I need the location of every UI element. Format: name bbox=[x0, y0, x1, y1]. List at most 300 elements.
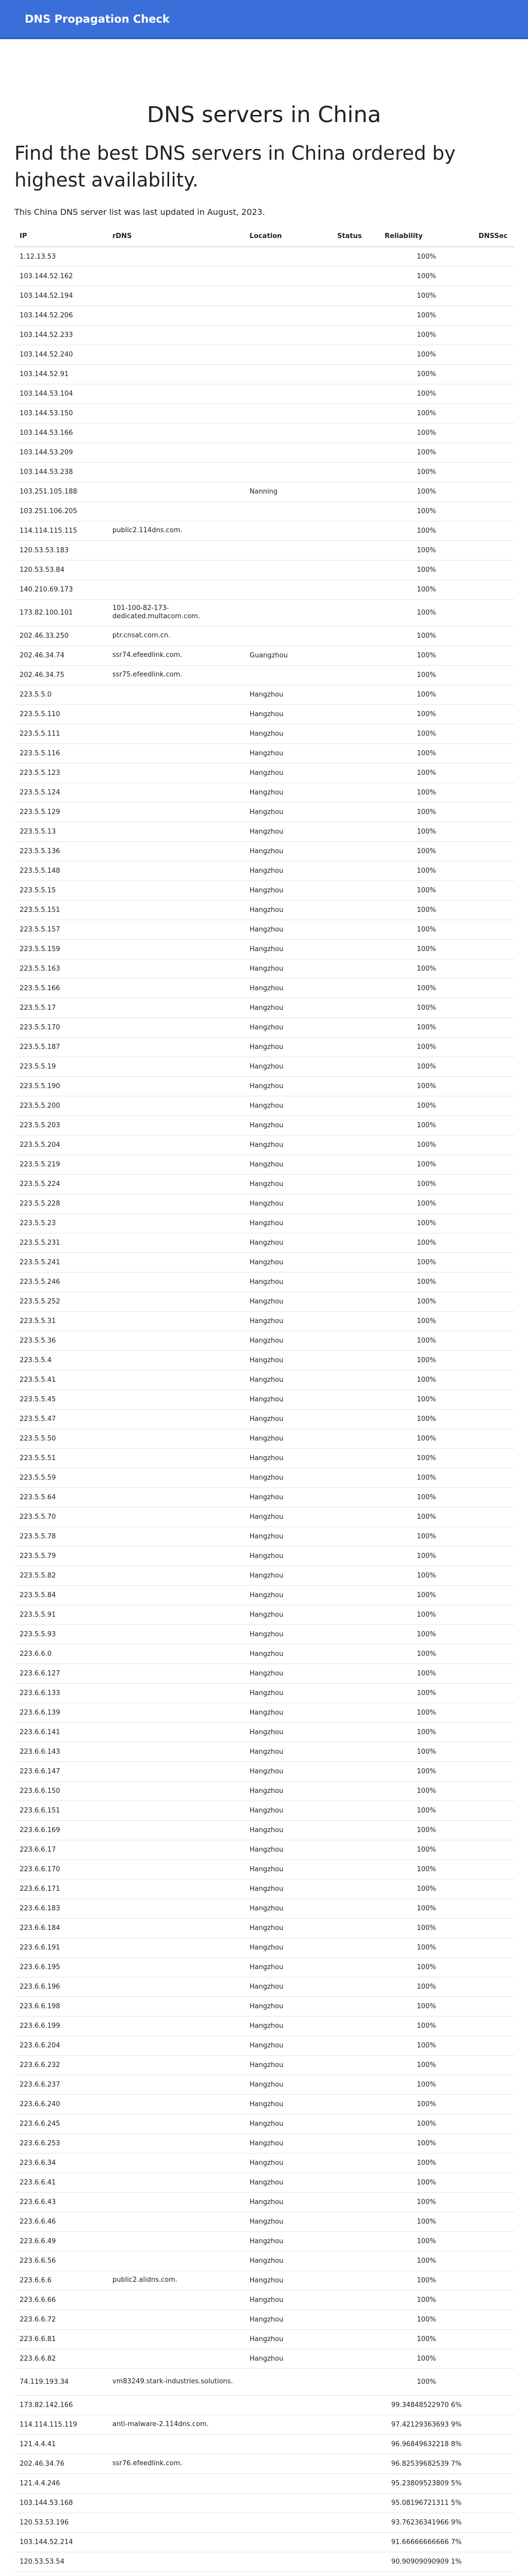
cell-ip: 223.5.5.84 bbox=[14, 1585, 107, 1605]
cell-ip: 223.6.6.147 bbox=[14, 1761, 107, 1781]
cell-status bbox=[332, 443, 380, 462]
cell-ip: 103.144.52.214 bbox=[14, 2532, 107, 2552]
cell-dnssec bbox=[473, 1879, 515, 1899]
cell-location bbox=[244, 580, 332, 599]
cell-reliability: 100% bbox=[380, 2036, 473, 2055]
cell-dnssec bbox=[473, 1350, 515, 1370]
cell-location: Hangzhou bbox=[244, 2231, 332, 2251]
cell-dnssec bbox=[473, 1194, 515, 1213]
cell-status bbox=[332, 1292, 380, 1311]
cell-dnssec bbox=[473, 1507, 515, 1527]
cell-location bbox=[244, 2571, 332, 2576]
cell-status bbox=[332, 1252, 380, 1272]
cell-rdns bbox=[107, 2310, 244, 2329]
cell-dnssec bbox=[473, 1527, 515, 1546]
cell-reliability: 90.90909090909 1% bbox=[380, 2552, 473, 2571]
cell-reliability: 100% bbox=[380, 1507, 473, 1527]
cell-ip: 223.6.6.150 bbox=[14, 1781, 107, 1801]
cell-reliability: 97.42129363693 9% bbox=[380, 2415, 473, 2434]
cell-status bbox=[332, 1135, 380, 1155]
cell-ip: 223.6.6.191 bbox=[14, 1938, 107, 1957]
cell-ip: 223.6.6.56 bbox=[14, 2251, 107, 2270]
cell-rdns bbox=[107, 920, 244, 939]
cell-location: Hangzhou bbox=[244, 2290, 332, 2310]
cell-location bbox=[244, 462, 332, 482]
cell-rdns bbox=[107, 501, 244, 521]
cell-reliability: 100% bbox=[380, 1155, 473, 1174]
cell-status bbox=[332, 1018, 380, 1037]
cell-reliability: 100% bbox=[380, 822, 473, 841]
cell-location bbox=[244, 306, 332, 325]
cell-dnssec bbox=[473, 783, 515, 802]
cell-rdns bbox=[107, 1213, 244, 1233]
cell-dnssec bbox=[473, 743, 515, 763]
cell-status bbox=[332, 1585, 380, 1605]
cell-location bbox=[244, 2532, 332, 2552]
cell-rdns bbox=[107, 1722, 244, 1742]
table-row bbox=[14, 2133, 515, 2153]
cell-reliability: 100% bbox=[380, 266, 473, 286]
table-row bbox=[14, 2513, 515, 2532]
cell-reliability: 100% bbox=[380, 959, 473, 978]
cell-location: Hangzhou bbox=[244, 2173, 332, 2192]
cell-status bbox=[332, 2212, 380, 2231]
cell-ip: 121.4.4.246 bbox=[14, 2473, 107, 2493]
cell-status bbox=[332, 743, 380, 763]
table-row bbox=[14, 2434, 515, 2454]
cell-location: Hangzhou bbox=[244, 1252, 332, 1272]
cell-location: Hangzhou bbox=[244, 1605, 332, 1624]
cell-status bbox=[332, 978, 380, 998]
cell-location: Hangzhou bbox=[244, 1664, 332, 1683]
cell-reliability: 100% bbox=[380, 1899, 473, 1918]
cell-ip: 140.210.69.173 bbox=[14, 580, 107, 599]
cell-status bbox=[332, 462, 380, 482]
cell-dnssec bbox=[473, 1115, 515, 1135]
cell-rdns bbox=[107, 1977, 244, 1996]
cell-dnssec bbox=[473, 900, 515, 920]
cell-ip: 103.251.105.188 bbox=[14, 482, 107, 501]
cell-rdns bbox=[107, 2231, 244, 2251]
table-row bbox=[14, 1977, 515, 1996]
cell-status bbox=[332, 2114, 380, 2133]
cell-status bbox=[332, 1350, 380, 1370]
cell-reliability: 100% bbox=[380, 1918, 473, 1938]
cell-ip: 223.6.6.143 bbox=[14, 1742, 107, 1761]
cell-ip: 223.6.6.169 bbox=[14, 1820, 107, 1840]
table-header-row bbox=[14, 226, 515, 247]
cell-ip: 223.5.5.246 bbox=[14, 1272, 107, 1292]
cell-reliability: 100% bbox=[380, 646, 473, 665]
cell-reliability: 100% bbox=[380, 540, 473, 560]
cell-status bbox=[332, 900, 380, 920]
cell-rdns: ptr.cnsat.com.cn. bbox=[107, 626, 244, 646]
table-row bbox=[14, 783, 515, 802]
table-row bbox=[14, 1840, 515, 1859]
cell-status bbox=[332, 345, 380, 364]
cell-status bbox=[332, 2473, 380, 2493]
cell-status bbox=[332, 2231, 380, 2251]
cell-dnssec bbox=[473, 403, 515, 423]
cell-location: Hangzhou bbox=[244, 1801, 332, 1820]
cell-location: Hangzhou bbox=[244, 1409, 332, 1429]
table-row bbox=[14, 1683, 515, 1703]
cell-rdns bbox=[107, 1781, 244, 1801]
cell-dnssec bbox=[473, 1292, 515, 1311]
cell-location bbox=[244, 2368, 332, 2395]
table-row bbox=[14, 1311, 515, 1331]
cell-dnssec bbox=[473, 560, 515, 580]
cell-reliability: 100% bbox=[380, 2231, 473, 2251]
cell-dnssec bbox=[473, 1977, 515, 1996]
cell-ip: 223.6.6.198 bbox=[14, 1996, 107, 2016]
cell-ip bbox=[14, 2571, 107, 2576]
cell-rdns bbox=[107, 1859, 244, 1879]
cell-dnssec bbox=[473, 462, 515, 482]
cell-ip: 223.6.6.81 bbox=[14, 2329, 107, 2349]
cell-dnssec bbox=[473, 998, 515, 1018]
table-row bbox=[14, 1292, 515, 1311]
table-row bbox=[14, 1429, 515, 1448]
table-row bbox=[14, 1761, 515, 1781]
cell-location: Hangzhou bbox=[244, 2094, 332, 2114]
table-row bbox=[14, 685, 515, 704]
cell-status bbox=[332, 2552, 380, 2571]
cell-rdns bbox=[107, 1350, 244, 1370]
cell-status bbox=[332, 665, 380, 685]
table-row bbox=[14, 443, 515, 462]
brand-link[interactable]: DNS Propagation Check bbox=[25, 12, 170, 25]
table-row bbox=[14, 2094, 515, 2114]
cell-rdns bbox=[107, 998, 244, 1018]
table-row bbox=[14, 2114, 515, 2133]
cell-reliability: 100% bbox=[380, 1683, 473, 1703]
cell-location bbox=[244, 2473, 332, 2493]
cell-status bbox=[332, 1644, 380, 1664]
cell-rdns bbox=[107, 1742, 244, 1761]
cell-status bbox=[332, 2270, 380, 2290]
cell-status bbox=[332, 2251, 380, 2270]
cell-reliability: 100% bbox=[380, 1957, 473, 1977]
cell-location bbox=[244, 2552, 332, 2571]
cell-ip: 103.144.53.168 bbox=[14, 2493, 107, 2513]
cell-ip: 223.6.6.199 bbox=[14, 2016, 107, 2036]
cell-ip: 223.5.5.111 bbox=[14, 724, 107, 743]
cell-location: Hangzhou bbox=[244, 1194, 332, 1213]
cell-ip: 223.5.5.41 bbox=[14, 1370, 107, 1389]
cell-location bbox=[244, 403, 332, 423]
cell-dnssec bbox=[473, 2270, 515, 2290]
cell-ip: 223.5.5.31 bbox=[14, 1311, 107, 1331]
cell-dnssec bbox=[473, 1331, 515, 1350]
cell-dnssec bbox=[473, 599, 515, 626]
cell-status bbox=[332, 1938, 380, 1957]
cell-reliability: 100% bbox=[380, 2310, 473, 2329]
cell-rdns bbox=[107, 2395, 244, 2415]
cell-ip: 223.6.6.17 bbox=[14, 1840, 107, 1859]
cell-dnssec bbox=[473, 920, 515, 939]
cell-status bbox=[332, 2415, 380, 2434]
cell-status bbox=[332, 1683, 380, 1703]
cell-status bbox=[332, 1801, 380, 1820]
table-row bbox=[14, 998, 515, 1018]
cell-reliability: 100% bbox=[380, 325, 473, 345]
cell-location: Hangzhou bbox=[244, 1037, 332, 1057]
table-row bbox=[14, 1605, 515, 1624]
cell-dnssec bbox=[473, 626, 515, 646]
cell-rdns bbox=[107, 783, 244, 802]
cell-dnssec bbox=[473, 1409, 515, 1429]
cell-status bbox=[332, 2192, 380, 2212]
cell-dnssec bbox=[473, 646, 515, 665]
cell-rdns bbox=[107, 325, 244, 345]
cell-reliability: 100% bbox=[380, 2075, 473, 2094]
cell-reliability: 100% bbox=[380, 1703, 473, 1722]
cell-dnssec bbox=[473, 2329, 515, 2349]
cell-rdns bbox=[107, 1683, 244, 1703]
cell-status bbox=[332, 724, 380, 743]
table-body bbox=[14, 247, 515, 2576]
cell-reliability: 100% bbox=[380, 998, 473, 1018]
table-row bbox=[14, 345, 515, 364]
cell-location bbox=[244, 266, 332, 286]
cell-ip: 223.5.5.64 bbox=[14, 1487, 107, 1507]
cell-ip: 223.6.6.0 bbox=[14, 1644, 107, 1664]
cell-dnssec bbox=[473, 1761, 515, 1781]
cell-reliability: 100% bbox=[380, 1938, 473, 1957]
table-row bbox=[14, 2310, 515, 2329]
cell-ip: 223.6.6.41 bbox=[14, 2173, 107, 2192]
cell-rdns bbox=[107, 1507, 244, 1527]
cell-dnssec bbox=[473, 2231, 515, 2251]
table-row bbox=[14, 1389, 515, 1409]
table-row bbox=[14, 2055, 515, 2075]
cell-ip: 103.144.53.238 bbox=[14, 462, 107, 482]
cell-location: Hangzhou bbox=[244, 1683, 332, 1703]
cell-status bbox=[332, 1331, 380, 1350]
cell-rdns bbox=[107, 841, 244, 861]
cell-ip: 223.5.5.163 bbox=[14, 959, 107, 978]
table-row bbox=[14, 841, 515, 861]
table-row bbox=[14, 1938, 515, 1957]
cell-location: Hangzhou bbox=[244, 1487, 332, 1507]
cell-reliability: 100% bbox=[380, 1840, 473, 1859]
cell-location bbox=[244, 560, 332, 580]
cell-reliability: 100% bbox=[380, 1468, 473, 1487]
cell-reliability: 100% bbox=[380, 2349, 473, 2368]
cell-status bbox=[332, 1389, 380, 1409]
cell-rdns bbox=[107, 1566, 244, 1585]
cell-reliability: 100% bbox=[380, 1292, 473, 1311]
cell-status bbox=[332, 822, 380, 841]
cell-ip: 223.5.5.91 bbox=[14, 1605, 107, 1624]
cell-status bbox=[332, 1761, 380, 1781]
table-row bbox=[14, 2290, 515, 2310]
cell-status bbox=[332, 247, 380, 266]
table-row bbox=[14, 2075, 515, 2094]
cell-rdns: public2.alidns.com. bbox=[107, 2270, 244, 2290]
cell-ip: 103.251.106.205 bbox=[14, 501, 107, 521]
cell-dnssec bbox=[473, 1468, 515, 1487]
cell-dnssec bbox=[473, 2016, 515, 2036]
table-row bbox=[14, 2454, 515, 2473]
table-row bbox=[14, 2153, 515, 2173]
table-row bbox=[14, 959, 515, 978]
table-row bbox=[14, 1624, 515, 1644]
cell-reliability: 95.08196721311 5% bbox=[380, 2493, 473, 2513]
cell-ip: 223.5.5.148 bbox=[14, 861, 107, 880]
table-row bbox=[14, 1585, 515, 1605]
cell-reliability: 100% bbox=[380, 1781, 473, 1801]
cell-dnssec bbox=[473, 1938, 515, 1957]
cell-rdns bbox=[107, 560, 244, 580]
cell-status bbox=[332, 521, 380, 540]
table-row bbox=[14, 1742, 515, 1761]
cell-ip: 120.53.53.54 bbox=[14, 2552, 107, 2571]
cell-ip: 120.53.53.183 bbox=[14, 540, 107, 560]
table-row bbox=[14, 2532, 515, 2552]
cell-rdns bbox=[107, 2212, 244, 2231]
cell-status bbox=[332, 2290, 380, 2310]
table-row bbox=[14, 2231, 515, 2251]
column-header-status: Status bbox=[332, 226, 380, 247]
cell-reliability: 100% bbox=[380, 2173, 473, 2192]
cell-dnssec bbox=[473, 2310, 515, 2329]
cell-status bbox=[332, 1624, 380, 1644]
table-row bbox=[14, 1527, 515, 1546]
cell-ip: 223.6.6.183 bbox=[14, 1899, 107, 1918]
cell-location: Hangzhou bbox=[244, 743, 332, 763]
cell-dnssec bbox=[473, 540, 515, 560]
cell-reliability: 100% bbox=[380, 685, 473, 704]
cell-ip: 223.5.5.136 bbox=[14, 841, 107, 861]
table-row bbox=[14, 1644, 515, 1664]
cell-status bbox=[332, 1605, 380, 1624]
cell-rdns bbox=[107, 1487, 244, 1507]
cell-location: Hangzhou bbox=[244, 822, 332, 841]
cell-dnssec bbox=[473, 286, 515, 306]
cell-dnssec bbox=[473, 2251, 515, 2270]
cell-rdns bbox=[107, 1899, 244, 1918]
table-row bbox=[14, 266, 515, 286]
cell-reliability: 93.76236341966 9% bbox=[380, 2513, 473, 2532]
table-row bbox=[14, 1996, 515, 2016]
cell-rdns bbox=[107, 704, 244, 724]
page-subtitle: Find the best DNS servers in China ordered by highest availability. bbox=[14, 142, 456, 191]
cell-reliability: 100% bbox=[380, 1566, 473, 1585]
cell-status bbox=[332, 501, 380, 521]
cell-ip: 103.144.52.206 bbox=[14, 306, 107, 325]
cell-reliability: 100% bbox=[380, 665, 473, 685]
cell-dnssec bbox=[473, 2473, 515, 2493]
cell-status bbox=[332, 1527, 380, 1546]
cell-reliability: 100% bbox=[380, 1487, 473, 1507]
cell-ip: 223.6.6.170 bbox=[14, 1859, 107, 1879]
page-title: DNS servers in China bbox=[146, 102, 382, 128]
cell-status bbox=[332, 880, 380, 900]
cell-status bbox=[332, 403, 380, 423]
cell-rdns bbox=[107, 2075, 244, 2094]
table-row bbox=[14, 1781, 515, 1801]
cell-location: Hangzhou bbox=[244, 1018, 332, 1037]
cell-rdns bbox=[107, 1624, 244, 1644]
cell-location: Hangzhou bbox=[244, 1076, 332, 1096]
table-row bbox=[14, 521, 515, 540]
cell-dnssec bbox=[473, 2192, 515, 2212]
cell-ip: 223.6.6.127 bbox=[14, 1664, 107, 1683]
cell-status bbox=[332, 2454, 380, 2473]
cell-location: Hangzhou bbox=[244, 2310, 332, 2329]
cell-status bbox=[332, 1487, 380, 1507]
cell-location: Hangzhou bbox=[244, 900, 332, 920]
cell-dnssec bbox=[473, 1174, 515, 1194]
cell-ip: 223.5.5.13 bbox=[14, 822, 107, 841]
cell-status bbox=[332, 1076, 380, 1096]
cell-reliability: 100% bbox=[380, 1605, 473, 1624]
cell-ip: 223.6.6.49 bbox=[14, 2231, 107, 2251]
cell-reliability: 100% bbox=[380, 1370, 473, 1389]
cell-location: Hangzhou bbox=[244, 1918, 332, 1938]
cell-rdns bbox=[107, 1468, 244, 1487]
cell-reliability: 100% bbox=[380, 783, 473, 802]
cell-status bbox=[332, 1272, 380, 1292]
cell-reliability: 100% bbox=[380, 1761, 473, 1781]
cell-status bbox=[332, 1996, 380, 2016]
cell-location: Hangzhou bbox=[244, 1938, 332, 1957]
dns-servers-table bbox=[14, 226, 515, 2576]
cell-ip: 223.5.5.123 bbox=[14, 763, 107, 783]
cell-reliability: 100% bbox=[380, 743, 473, 763]
table-row bbox=[14, 1018, 515, 1037]
cell-dnssec bbox=[473, 2415, 515, 2434]
cell-location: Hangzhou bbox=[244, 2349, 332, 2368]
table-row bbox=[14, 2270, 515, 2290]
cell-rdns bbox=[107, 2513, 244, 2532]
cell-location bbox=[244, 2415, 332, 2434]
cell-location: Hangzhou bbox=[244, 1272, 332, 1292]
cell-rdns bbox=[107, 2329, 244, 2349]
cell-dnssec bbox=[473, 2290, 515, 2310]
cell-rdns bbox=[107, 247, 244, 266]
cell-rdns bbox=[107, 1820, 244, 1840]
cell-dnssec bbox=[473, 1899, 515, 1918]
cell-ip: 223.5.5.45 bbox=[14, 1389, 107, 1409]
cell-location: Hangzhou bbox=[244, 1957, 332, 1977]
cell-status bbox=[332, 1566, 380, 1585]
cell-rdns bbox=[107, 2571, 244, 2576]
cell-reliability: 100% bbox=[380, 1194, 473, 1213]
cell-reliability: 100% bbox=[380, 364, 473, 384]
table-row bbox=[14, 646, 515, 665]
cell-ip: 103.144.53.150 bbox=[14, 403, 107, 423]
cell-ip: 223.5.5.241 bbox=[14, 1252, 107, 1272]
cell-status bbox=[332, 763, 380, 783]
cell-ip: 121.4.4.41 bbox=[14, 2434, 107, 2454]
cell-reliability: 100% bbox=[380, 2133, 473, 2153]
cell-status bbox=[332, 266, 380, 286]
table-row bbox=[14, 1722, 515, 1742]
cell-reliability: 100% bbox=[380, 1252, 473, 1272]
cell-status bbox=[332, 1155, 380, 1174]
cell-ip: 223.5.5.166 bbox=[14, 978, 107, 998]
cell-reliability: 100% bbox=[380, 2094, 473, 2114]
cell-location: Hangzhou bbox=[244, 1389, 332, 1409]
main-content bbox=[0, 39, 528, 2576]
cell-dnssec bbox=[473, 978, 515, 998]
cell-reliability: 100% bbox=[380, 900, 473, 920]
cell-dnssec bbox=[473, 1801, 515, 1820]
cell-location: Hangzhou bbox=[244, 1350, 332, 1370]
